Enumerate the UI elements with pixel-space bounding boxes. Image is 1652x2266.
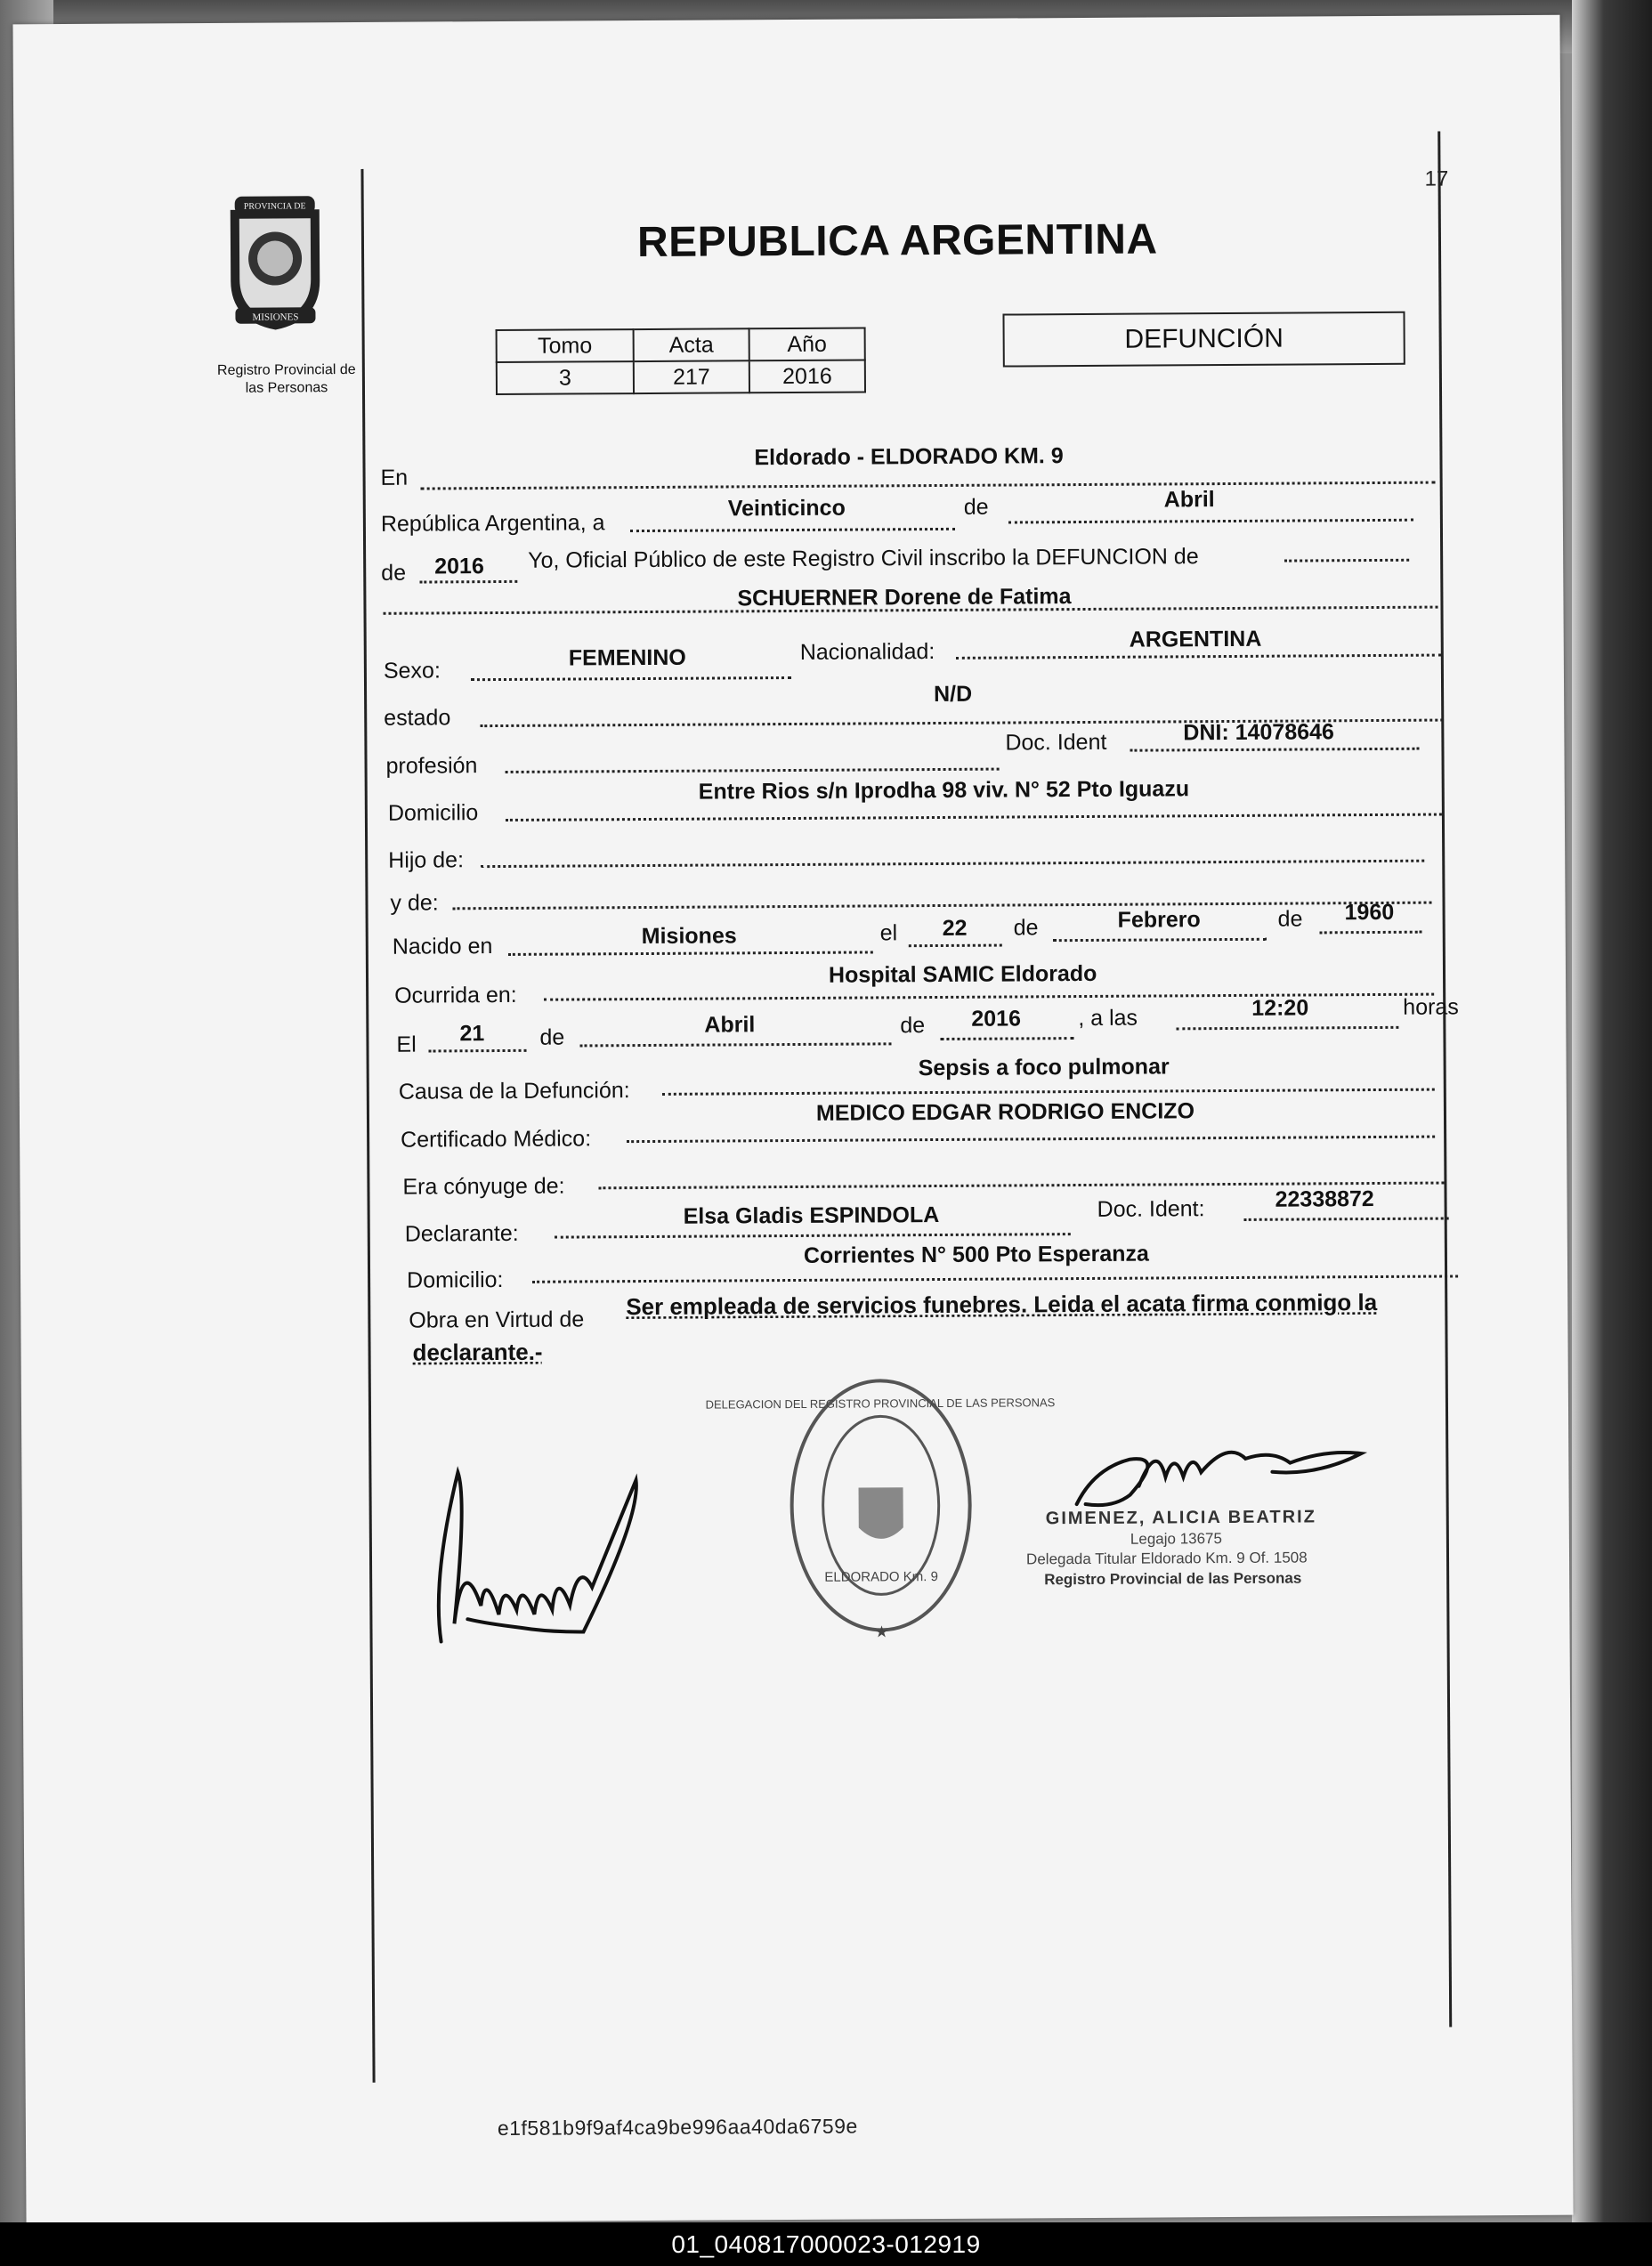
dotted-line	[471, 676, 791, 681]
ocurrida-value: Hospital SAMIC Eldorado	[828, 960, 1097, 988]
hijo-label: Hijo de:	[388, 847, 465, 873]
en-label: En	[380, 465, 409, 490]
official-round-seal	[705, 1372, 1056, 1648]
record-type-box: DEFUNCIÓN	[1002, 312, 1405, 368]
svg-text:★: ★	[874, 1623, 889, 1641]
doc-ident-label: Doc. Ident	[1005, 729, 1107, 756]
profesion-label: profesión	[385, 753, 478, 779]
el2-label: El	[396, 1032, 417, 1057]
domicilio2-value: Corrientes N° 500 Pto Esperanza	[803, 1241, 1149, 1268]
sexo-label: Sexo:	[383, 658, 441, 684]
official-legajo: Legajo 13675	[1130, 1530, 1222, 1548]
death-year-value: 2016	[971, 1006, 1022, 1032]
left-margin-line	[360, 169, 375, 2083]
dotted-line	[555, 1233, 1071, 1239]
dotted-line	[1176, 1026, 1398, 1031]
footer-id-bar: 01_040817000023-012919	[0, 2222, 1652, 2266]
alas-label: , a las	[1078, 1005, 1138, 1032]
dotted-line	[1244, 1218, 1449, 1221]
inscribo-text: Yo, Oficial Público de este Registro Civil inscribo la DEFUNCION de	[528, 544, 1199, 573]
table-header: Acta	[634, 328, 749, 361]
de-label: de	[900, 1013, 926, 1039]
dotted-line	[630, 528, 955, 532]
certificado-label: Certificado Médico:	[401, 1126, 592, 1153]
page-title: REPUBLICA ARGENTINA	[636, 215, 1158, 267]
year-value: 2016	[434, 554, 484, 579]
causa-value: Sepsis a foco pulmonar	[918, 1054, 1170, 1081]
de-label: de	[1013, 915, 1039, 941]
conyuge-label: Era cónyuge de:	[402, 1173, 565, 1200]
dotted-line	[532, 1275, 1458, 1283]
province-emblem-icon	[217, 191, 334, 335]
death-day-value: 21	[459, 1021, 485, 1047]
svg-text:PROVINCIA DE: PROVINCIA DE	[243, 201, 306, 212]
dotted-line	[1284, 559, 1409, 562]
official-name: GIMENEZ, ALICIA BEATRIZ	[1045, 1507, 1316, 1529]
right-margin-line	[1437, 132, 1452, 2027]
document-page	[12, 15, 1573, 2225]
svg-text:DELEGACION DEL REGISTRO PROVIN: DELEGACION DEL REGISTRO PROVINCIAL DE LAS PERSONAS	[705, 1396, 1056, 1412]
table-header: Tomo	[497, 329, 634, 362]
dotted-line	[909, 944, 1002, 948]
month-value: Abril	[1163, 487, 1215, 513]
dotted-line	[429, 1049, 527, 1053]
background-right	[1572, 0, 1652, 2225]
obra-value-line1: Ser empleada de servicios funebres. Leida el acata firma conmigo la	[626, 1288, 1378, 1321]
record-table	[496, 327, 866, 395]
official-position: Delegada Titular Eldorado Km. 9 Of. 1508	[1025, 1549, 1308, 1568]
registry-label-line1: Registro Provincial de	[216, 361, 356, 378]
dotted-line	[627, 1136, 1435, 1144]
place-value: Eldorado - ELDORADO KM. 9	[754, 443, 1064, 471]
estado-label: estado	[384, 705, 451, 731]
horas-label: horas	[1403, 994, 1459, 1020]
dotted-line	[1008, 519, 1413, 524]
table-cell: 3	[497, 361, 634, 394]
sexo-value: FEMENINO	[568, 644, 686, 671]
table-cell: 2016	[749, 360, 865, 393]
estado-value: N/D	[933, 681, 973, 708]
de-label: de	[963, 494, 989, 520]
dotted-line	[662, 1088, 1435, 1096]
doc-ident-value: DNI: 14078646	[1183, 719, 1334, 746]
birth-month-value: Febrero	[1117, 907, 1201, 933]
dotted-line	[579, 1042, 891, 1047]
dotted-line	[419, 580, 517, 584]
dotted-line	[940, 1037, 1073, 1040]
causa-label: Causa de la Defunción:	[398, 1078, 630, 1105]
dotted-line	[506, 768, 1000, 773]
de-label: de	[539, 1024, 565, 1050]
dotted-line	[1053, 938, 1267, 942]
de-label: de	[381, 560, 407, 586]
death-time-value: 12:20	[1251, 995, 1309, 1021]
doc-ident2-label: Doc. Ident:	[1097, 1196, 1205, 1222]
nacido-label: Nacido en	[392, 934, 493, 959]
dotted-line	[506, 813, 1442, 821]
domicilio-label: Domicilio	[387, 800, 479, 826]
declarante-value: Elsa Gladis ESPINDOLA	[683, 1202, 940, 1229]
nacionalidad-label: Nacionalidad:	[799, 639, 935, 665]
birth-year-value: 1960	[1344, 899, 1395, 926]
svg-text:ELDORADO Km. 9: ELDORADO Km. 9	[824, 1569, 938, 1585]
obra-value-line2: declarante.-	[412, 1338, 543, 1366]
page-number: 17	[1424, 166, 1449, 191]
de-label: de	[1277, 906, 1303, 932]
certificado-value: MEDICO EDGAR RODRIGO ENCIZO	[815, 1098, 1195, 1126]
dotted-line	[1320, 931, 1422, 935]
dotted-line	[956, 654, 1441, 660]
declarant-signature	[413, 1445, 699, 1660]
nacionalidad-value: ARGENTINA	[1129, 626, 1262, 652]
dotted-line	[421, 482, 1436, 490]
dotted-line	[508, 951, 873, 956]
registry-label-line2: las Personas	[245, 380, 328, 396]
death-month-value: Abril	[704, 1012, 756, 1038]
domicilio-value: Entre Rios s/n Iprodha 98 viv. N° 52 Pto Iguazu	[698, 776, 1190, 805]
official-office: Registro Provincial de las Personas	[1044, 1569, 1302, 1589]
republica-label: República Argentina, a	[380, 510, 605, 537]
dotted-line	[1130, 748, 1419, 752]
registry-label	[189, 361, 385, 398]
deceased-name: SCHUERNER Dorene de Fatima	[737, 584, 1072, 611]
birth-day-value: 22	[942, 915, 968, 941]
yde-label: y de:	[390, 890, 439, 916]
el-label: el	[879, 920, 898, 946]
table-cell: 217	[634, 360, 749, 393]
dotted-line	[481, 860, 1424, 868]
ocurrida-label: Ocurrida en:	[394, 982, 517, 1008]
table-header: Año	[749, 328, 865, 360]
document-hash: e1f581b9f9af4ca9be996aa40da6759e	[497, 2114, 858, 2141]
doc-ident2-value: 22338872	[1275, 1186, 1374, 1212]
domicilio2-label: Domicilio:	[407, 1267, 504, 1293]
svg-text:MISIONES: MISIONES	[252, 312, 299, 323]
nacido-value: Misiones	[641, 923, 737, 950]
declarante-label: Declarante:	[404, 1220, 519, 1247]
day-words-value: Veinticinco	[727, 495, 846, 522]
obra-label: Obra en Virtud de	[409, 1307, 585, 1333]
